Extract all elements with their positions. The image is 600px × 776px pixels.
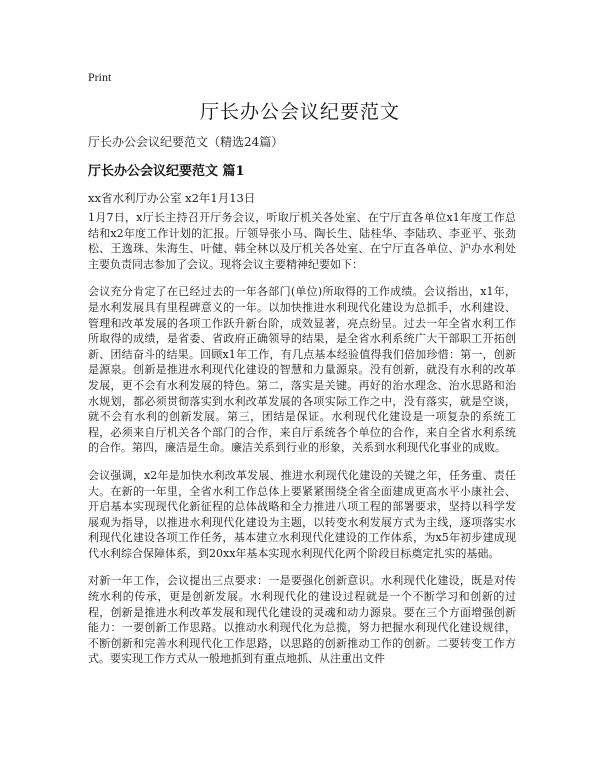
paragraph-4: 对新一年工作，会议提出三点要求：一是要强化创新意识。水利现代化建设，既是对传统水利的传承，更是创新发展。水利现代化的建设过程就是一个不断学习和创新的过程，创新是推进水利改革发展和现代化建设的灵魂和动力源泉。要在三个方面增强创新能力：一要创新工作思路。以推动水利现代化为总揽，努力把握水利现代化建设规律，不断创新和完善水利现代化工作思路，以思路的创新推动工作的创新。二要转变工作方式。要实现工作方式从一般地抓到有重点地抓、从注重出文件 (88, 574, 516, 666)
print-label[interactable]: Print (88, 70, 112, 84)
section-heading: 厅长办公会议纪要范文 篇1 (88, 164, 245, 179)
paragraph-2: 会议充分肯定了在已经过去的一年各部门(单位)所取得的工作成绩。会议指出，x1年，是水利发展具有里程碑意义的一年。以加快推进水利现代化建设为总抓手，水利建设、管理和改革发展的各项工作跃升新台阶，成效显著，亮点纷呈。过去一年全省水利工作所取得的成绩，是省委、省政府正确领导的结果，是全省水利系统广大干部职工开拓创新、团结奋斗的结果。回顾x1年工作，有几点基本经验值得我们倍加珍惜：第一，创新是源泉。创新是推进水利现代化建设的智慧和力量源泉。没有创新，就没有水利的改革发展，更不会有水利发展的特色。第二，落实是关键。再好的治水理念、治水思路和治水规划，都必须贯彻落实到水利改革发展的各项实际工作之中，没有落实，就是空谈，就不会有水利的创新发展。第三，团结是保证。水利现代化建设是一项复杂的系统工程，必须来自厅机关各个部门的合作，来自厅系统各个单位的合作，来自全省水利系统的合作。第四，廉洁是生命。廉洁关系到行业的形象，关系到水利现代化事业的成败。 (88, 285, 516, 455)
document-subtitle: 厅长办公会议纪要范文（精选24篇） (88, 135, 284, 149)
page-title: 厅长办公会议纪要范文 (199, 101, 400, 123)
paragraph-1: 1月7日，x厅长主持召开厅务会议，听取厅机关各处室、在宁厅直各单位x1年度工作总结和x2年度工作计划的汇报。厅领导张小马、陶长生、陆桂华、李陆玖、李亚平、张劲松、王逸珠、朱海生、叶健、韩全林以及厅机关各处室、在宁厅直各单位、沪办水利处主要负责同志参加了会议。现将会议主要精神纪要如下： (88, 211, 516, 271)
document-body (88, 210, 516, 679)
paragraph-3: 会议强调，x2年是加快水利改革发展、推进水利现代化建设的关键之年，任务重、责任大。在新的一年里，全省水利工作总体上要紧紧围绕全省全面建成更高水平小康社会、开启基本实现现代化新征程的总体战略和全力推进八项工程的部署要求，坚持以科学发展观为指导，以推进水利现代化建设为主题，以转变水利发展方式为主线，逐项落实水利现代化建设各项工作任务，基本建立水利现代化建设的工作体系，为x5年初步建成现代水利综合保障体系，到20xx年基本实现水利现代化两个阶段目标奠定扎实的基础。 (88, 468, 516, 560)
dateline: xx省水利厅办公室 x2年1月13日 (88, 191, 256, 205)
